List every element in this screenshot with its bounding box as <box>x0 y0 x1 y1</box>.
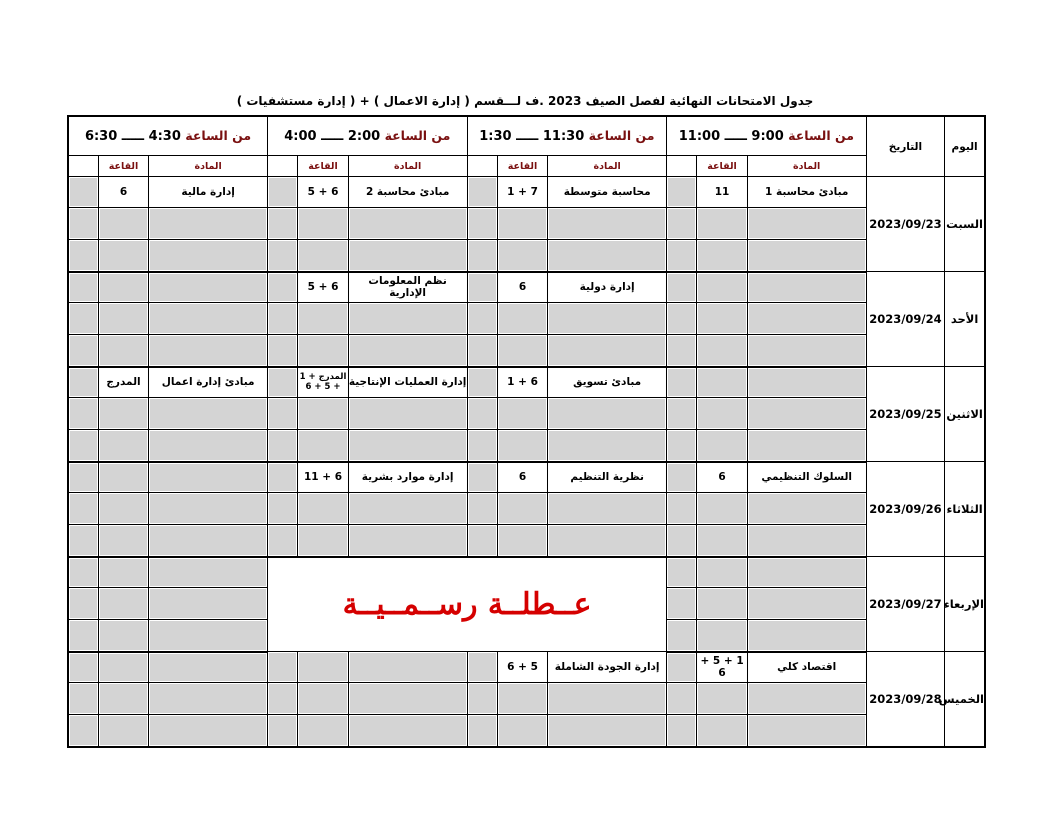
exam-subject: مبادئ محاسبة 2 <box>348 177 467 208</box>
empty-cell <box>149 557 268 588</box>
room-header: القاعة <box>298 156 348 177</box>
empty-cell <box>747 588 866 620</box>
empty-cell <box>667 335 697 367</box>
spacer-cell <box>68 177 98 208</box>
spacer-cell <box>467 367 497 398</box>
spacer-cell <box>268 367 298 398</box>
empty-cell <box>697 398 747 430</box>
empty-cell <box>697 557 747 588</box>
empty-cell <box>667 557 697 588</box>
empty-cell <box>548 398 667 430</box>
empty-cell <box>149 272 268 303</box>
schedule-row <box>68 430 985 462</box>
exam-room: 1 + 5 + 6 <box>697 652 747 683</box>
empty-cell <box>548 715 667 747</box>
subject-header: المادة <box>348 156 467 177</box>
empty-cell <box>98 525 148 557</box>
schedule-row <box>68 335 985 367</box>
empty-cell <box>98 620 148 652</box>
empty-cell <box>68 398 98 430</box>
empty-cell <box>697 620 747 652</box>
empty-cell <box>697 588 747 620</box>
empty-cell <box>68 683 98 715</box>
empty-cell <box>467 208 497 240</box>
subject-header: المادة <box>747 156 866 177</box>
empty-cell <box>697 430 747 462</box>
empty-cell <box>98 398 148 430</box>
empty-cell <box>667 398 697 430</box>
empty-cell <box>667 208 697 240</box>
empty-cell <box>98 208 148 240</box>
empty-cell <box>298 398 348 430</box>
empty-cell <box>467 525 497 557</box>
empty-cell <box>268 525 298 557</box>
empty-cell <box>149 493 268 525</box>
empty-cell <box>68 652 98 683</box>
empty-cell <box>98 683 148 715</box>
empty-cell <box>667 272 697 303</box>
empty-cell <box>497 683 547 715</box>
empty-cell <box>98 430 148 462</box>
empty-cell <box>268 208 298 240</box>
empty-cell <box>268 683 298 715</box>
empty-cell <box>149 303 268 335</box>
schedule-row <box>68 557 985 588</box>
empty-cell <box>149 240 268 272</box>
empty-cell <box>149 462 268 493</box>
empty-cell <box>497 525 547 557</box>
empty-cell <box>548 525 667 557</box>
empty-cell <box>348 493 467 525</box>
exam-subject: إدارة الجودة الشاملة <box>548 652 667 683</box>
exam-subject: مبادئ إدارة اعمال <box>149 367 268 398</box>
exam-subject: نظم المعلومات الإدارية <box>348 272 467 303</box>
day-cell: الثلاثاء <box>945 462 985 557</box>
empty-cell <box>497 715 547 747</box>
exam-room: المدرج <box>98 367 148 398</box>
exam-schedule-table <box>67 115 986 748</box>
schedule-row <box>68 462 985 493</box>
empty-cell <box>747 557 866 588</box>
empty-cell <box>697 240 747 272</box>
empty-cell <box>467 430 497 462</box>
empty-cell <box>667 240 697 272</box>
empty-cell <box>68 588 98 620</box>
empty-cell <box>747 493 866 525</box>
empty-cell <box>98 715 148 747</box>
empty-cell <box>68 525 98 557</box>
empty-cell <box>467 335 497 367</box>
empty-cell <box>348 652 467 683</box>
spacer-cell <box>68 156 98 177</box>
exam-room: 6 + 5 <box>298 272 348 303</box>
empty-cell <box>298 335 348 367</box>
empty-cell <box>68 462 98 493</box>
empty-cell <box>747 335 866 367</box>
empty-cell <box>98 240 148 272</box>
empty-cell <box>68 715 98 747</box>
empty-cell <box>697 715 747 747</box>
date-cell: 2023/09/26 <box>866 462 945 557</box>
room-header: القاعة <box>98 156 148 177</box>
empty-cell <box>348 525 467 557</box>
exam-room: 6 + 11 <box>298 462 348 493</box>
empty-cell <box>697 525 747 557</box>
empty-cell <box>298 683 348 715</box>
day-cell: الخميس <box>945 652 985 747</box>
empty-cell <box>298 303 348 335</box>
empty-cell <box>98 588 148 620</box>
exam-room: 11 <box>697 177 747 208</box>
subject-header: المادة <box>548 156 667 177</box>
day-cell: الإربعاء <box>945 557 985 652</box>
date-cell: 2023/09/27 <box>866 557 945 652</box>
schedule-row <box>68 208 985 240</box>
empty-cell <box>298 208 348 240</box>
exam-room: 6 <box>497 272 547 303</box>
empty-cell <box>149 683 268 715</box>
empty-cell <box>98 303 148 335</box>
empty-cell <box>149 335 268 367</box>
empty-cell <box>697 208 747 240</box>
schedule-row <box>68 652 985 683</box>
empty-cell <box>747 303 866 335</box>
spacer-cell <box>467 462 497 493</box>
exam-room: 6 + 5 <box>298 177 348 208</box>
empty-cell <box>298 430 348 462</box>
empty-cell <box>667 430 697 462</box>
exam-subject: نظرية التنظيم <box>548 462 667 493</box>
empty-cell <box>68 493 98 525</box>
date-cell: 2023/09/25 <box>866 367 945 462</box>
spacer-cell <box>68 367 98 398</box>
empty-cell <box>68 335 98 367</box>
exam-room: 6 <box>697 462 747 493</box>
empty-cell <box>697 493 747 525</box>
spacer-cell <box>268 156 298 177</box>
schedule-row <box>68 398 985 430</box>
empty-cell <box>149 588 268 620</box>
schedule-row <box>68 367 985 398</box>
subject-header: المادة <box>149 156 268 177</box>
date-cell: 2023/09/24 <box>866 272 945 367</box>
exam-room: 6 <box>497 462 547 493</box>
empty-cell <box>149 208 268 240</box>
exam-subject: إدارة مالية <box>149 177 268 208</box>
empty-cell <box>98 557 148 588</box>
empty-cell <box>697 303 747 335</box>
empty-cell <box>68 620 98 652</box>
empty-cell <box>98 462 148 493</box>
exam-subject: السلوك التنظيمي <box>747 462 866 493</box>
empty-cell <box>467 303 497 335</box>
empty-cell <box>667 367 697 398</box>
spacer-cell <box>268 272 298 303</box>
exam-subject: محاسبة متوسطة <box>548 177 667 208</box>
empty-cell <box>667 715 697 747</box>
day-cell: الأحد <box>945 272 985 367</box>
empty-cell <box>497 240 547 272</box>
exam-subject: اقتصاد كلي <box>747 652 866 683</box>
empty-cell <box>98 493 148 525</box>
spacer-cell <box>467 177 497 208</box>
empty-cell <box>348 335 467 367</box>
slot-header-3: من الساعة 2:00 ـــــ 4:00 <box>268 116 468 156</box>
spacer-cell <box>268 177 298 208</box>
empty-cell <box>149 525 268 557</box>
date-cell: 2023/09/23 <box>866 177 945 272</box>
empty-cell <box>747 367 866 398</box>
empty-cell <box>298 652 348 683</box>
empty-cell <box>268 335 298 367</box>
empty-cell <box>348 208 467 240</box>
empty-cell <box>667 493 697 525</box>
exam-subject: إدارة العمليات الإنتاجية <box>348 367 467 398</box>
empty-cell <box>747 430 866 462</box>
empty-cell <box>747 398 866 430</box>
spacer-cell <box>667 462 697 493</box>
empty-cell <box>348 683 467 715</box>
schedule-row <box>68 683 985 715</box>
slot-header-1: من الساعة 9:00 ـــــ 11:00 <box>667 116 867 156</box>
schedule-row <box>68 240 985 272</box>
empty-cell <box>68 557 98 588</box>
empty-cell <box>497 398 547 430</box>
empty-cell <box>467 398 497 430</box>
spacer-cell <box>667 156 697 177</box>
empty-cell <box>497 335 547 367</box>
empty-cell <box>467 683 497 715</box>
empty-cell <box>348 715 467 747</box>
empty-cell <box>747 715 866 747</box>
slot-header-2: من الساعة 11:30 ـــــ 1:30 <box>467 116 667 156</box>
empty-cell <box>298 715 348 747</box>
empty-cell <box>268 303 298 335</box>
exam-subject: إدارة دولية <box>548 272 667 303</box>
empty-cell <box>268 398 298 430</box>
date-cell: 2023/09/28 <box>866 652 945 747</box>
empty-cell <box>697 335 747 367</box>
empty-cell <box>497 208 547 240</box>
empty-cell <box>149 652 268 683</box>
empty-cell <box>697 683 747 715</box>
empty-cell <box>68 240 98 272</box>
exam-room: 7 + 1 <box>497 177 547 208</box>
empty-cell <box>149 715 268 747</box>
empty-cell <box>497 303 547 335</box>
empty-cell <box>149 620 268 652</box>
empty-cell <box>348 430 467 462</box>
empty-cell <box>697 272 747 303</box>
empty-cell <box>68 208 98 240</box>
empty-cell <box>747 683 866 715</box>
exam-subject: مبادئ تسويق <box>548 367 667 398</box>
page-title: جدول الامتحانات النهائية لفصل الصيف 2023 .ف لـــقسم ( إدارة الاعمال ) + ( إدارة مستشفيات ) <box>236 94 814 108</box>
date-header: التاريخ <box>866 116 945 177</box>
empty-cell <box>697 367 747 398</box>
schedule-row <box>68 715 985 747</box>
empty-cell <box>268 430 298 462</box>
empty-cell <box>548 240 667 272</box>
empty-cell <box>348 303 467 335</box>
schedule-row <box>68 493 985 525</box>
day-cell: الاثنين <box>945 367 985 462</box>
empty-cell <box>268 493 298 525</box>
empty-cell <box>667 588 697 620</box>
schedule-row <box>68 303 985 335</box>
holiday-label: عــطلــة رســمــيــة <box>268 557 667 652</box>
empty-cell <box>98 652 148 683</box>
spacer-cell <box>667 652 697 683</box>
empty-cell <box>98 272 148 303</box>
empty-cell <box>268 652 298 683</box>
empty-cell <box>68 430 98 462</box>
exam-room: المدرج + 1 + 5 + 6 <box>298 367 348 398</box>
empty-cell <box>548 683 667 715</box>
room-header: القاعة <box>697 156 747 177</box>
empty-cell <box>747 272 866 303</box>
empty-cell <box>548 303 667 335</box>
empty-cell <box>497 493 547 525</box>
spacer-cell <box>268 462 298 493</box>
empty-cell <box>548 335 667 367</box>
empty-cell <box>149 430 268 462</box>
spacer-cell <box>467 272 497 303</box>
empty-cell <box>747 525 866 557</box>
day-header: اليوم <box>945 116 985 177</box>
room-header: القاعة <box>497 156 547 177</box>
exam-subject: إدارة موارد بشرية <box>348 462 467 493</box>
spacer-cell <box>467 156 497 177</box>
schedule-row <box>68 525 985 557</box>
empty-cell <box>548 430 667 462</box>
spacer-cell <box>467 652 497 683</box>
empty-cell <box>467 240 497 272</box>
empty-cell <box>467 493 497 525</box>
empty-cell <box>747 240 866 272</box>
exam-room: 6 + 1 <box>497 367 547 398</box>
empty-cell <box>667 683 697 715</box>
day-cell: السبت <box>945 177 985 272</box>
empty-cell <box>467 715 497 747</box>
empty-cell <box>268 240 298 272</box>
slot-header-4: من الساعة 4:30 ـــــ 6:30 <box>68 116 268 156</box>
empty-cell <box>747 620 866 652</box>
empty-cell <box>298 240 348 272</box>
empty-cell <box>667 620 697 652</box>
empty-cell <box>747 208 866 240</box>
exam-room: 6 <box>98 177 148 208</box>
empty-cell <box>667 303 697 335</box>
empty-cell <box>68 272 98 303</box>
empty-cell <box>149 398 268 430</box>
exam-subject: مبادئ محاسبة 1 <box>747 177 866 208</box>
empty-cell <box>298 493 348 525</box>
schedule-row <box>68 272 985 303</box>
empty-cell <box>548 493 667 525</box>
empty-cell <box>348 240 467 272</box>
empty-cell <box>348 398 467 430</box>
empty-cell <box>268 715 298 747</box>
empty-cell <box>497 430 547 462</box>
spacer-cell <box>667 177 697 208</box>
empty-cell <box>68 303 98 335</box>
empty-cell <box>98 335 148 367</box>
empty-cell <box>667 525 697 557</box>
exam-room: 5 + 6 <box>497 652 547 683</box>
schedule-row <box>68 177 985 208</box>
empty-cell <box>548 208 667 240</box>
empty-cell <box>298 525 348 557</box>
